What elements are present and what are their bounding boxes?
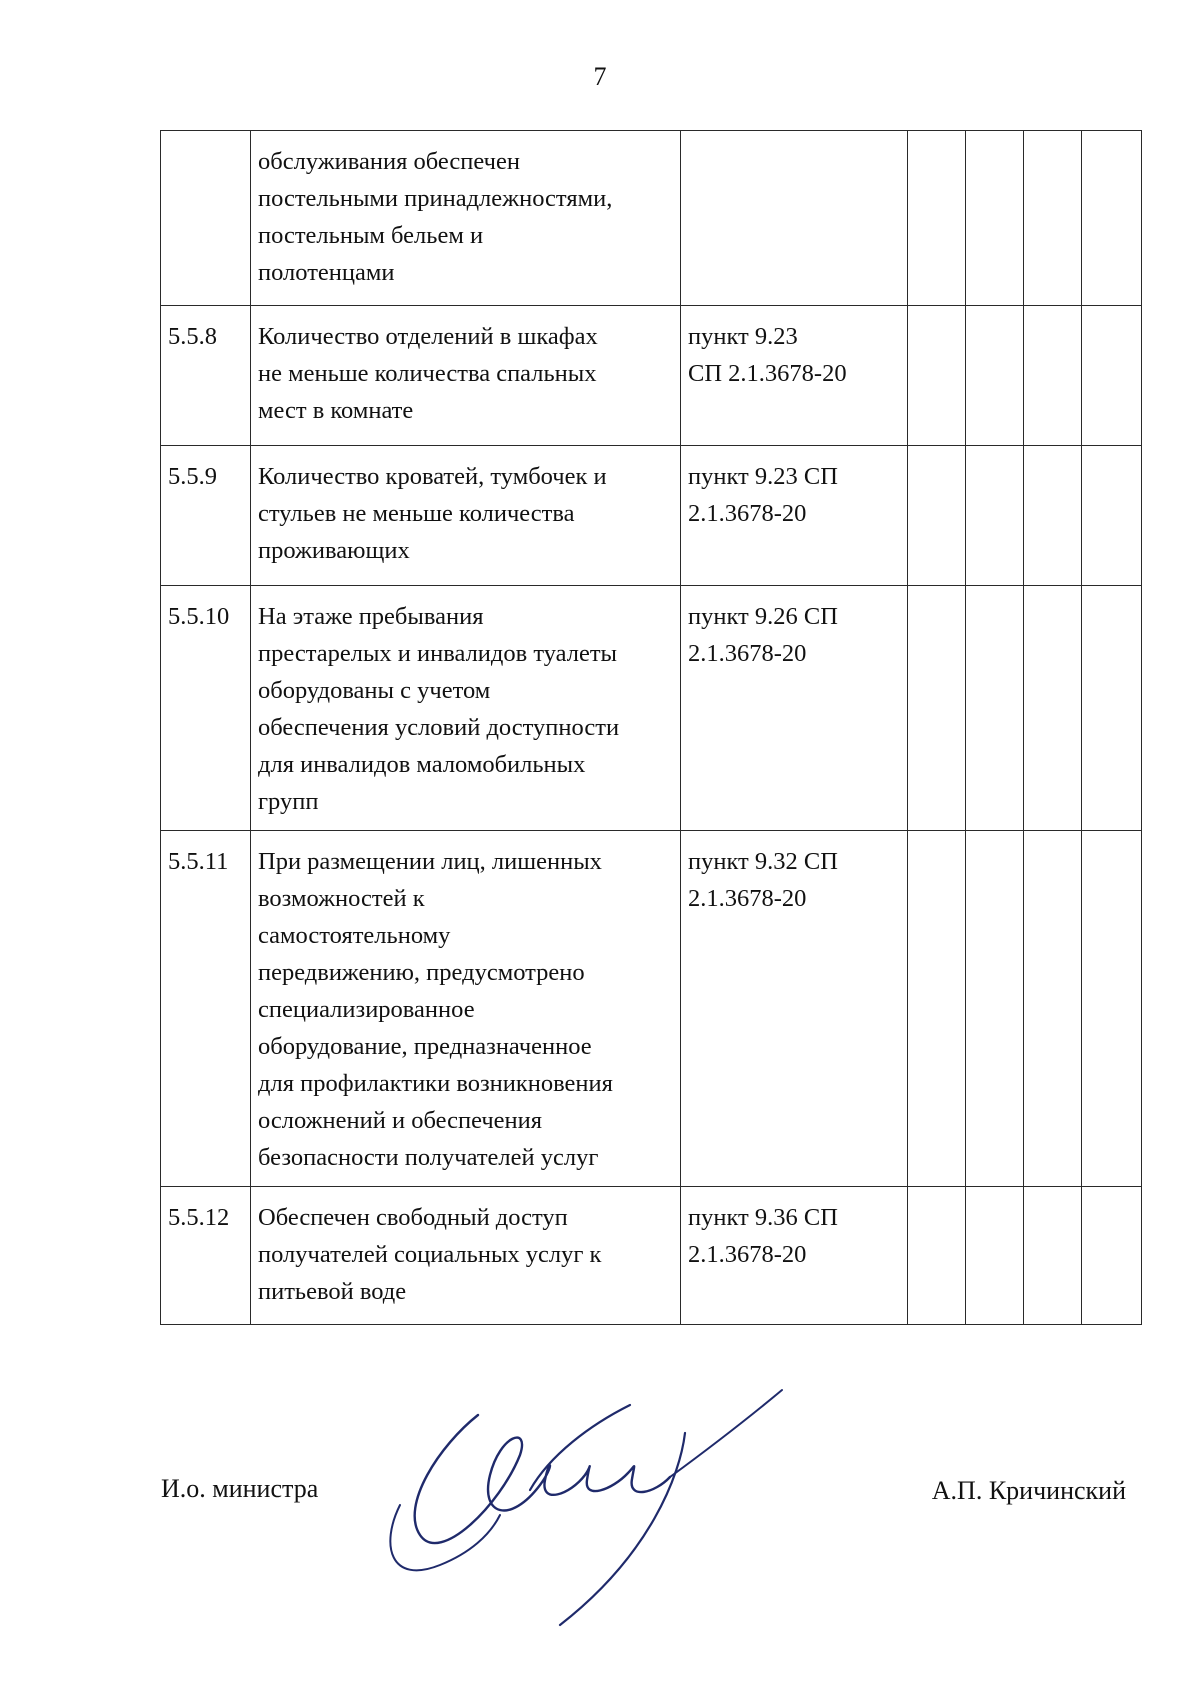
item-number: 5.5.9 [161,446,251,586]
table-row [161,131,1142,306]
requirement-text-line: престарелых и инвалидов туалеты [258,640,617,667]
empty-check-cell [966,586,1024,831]
empty-check-cell [966,306,1024,446]
signatory-position: И.о. министра [161,1474,319,1503]
reference-cell [681,131,908,306]
signature-image [380,1385,860,1685]
empty-check-cell [1024,831,1082,1187]
empty-check-cell [908,1187,966,1325]
item-number: 5.5.10 [161,586,251,831]
requirement-text-line: возможностей к [258,885,425,912]
item-number: 5.5.8 [161,306,251,446]
requirement-cell [251,446,681,586]
reference-text-line: пункт 9.23 [688,323,798,350]
empty-check-cell [1082,306,1142,446]
empty-check-cell [1024,446,1082,586]
requirement-cell [251,131,681,306]
requirement-text-line: осложнений и обеспечения [258,1107,543,1134]
requirement-cell [251,306,681,446]
requirement-text-line: самостоятельному [258,922,451,949]
requirement-text-line: получателей социальных услуг к [258,1241,602,1268]
item-number [161,131,251,306]
empty-check-cell [1024,586,1082,831]
requirement-text-line: для профилактики возникновения [258,1070,613,1097]
item-number: 5.5.12 [161,1187,251,1325]
empty-check-cell [1082,131,1142,306]
table-row [161,586,1142,831]
requirement-text-line: обслуживания обеспечен [258,148,520,175]
requirement-text-line: не меньше количества спальных [258,360,597,387]
reference-text-line: СП 2.1.3678-20 [688,360,847,387]
requirement-text-line: проживающих [258,537,410,564]
requirement-text-line: постельными принадлежностями, [258,185,613,212]
requirement-text-line: специализированное [258,996,475,1023]
table-row [161,306,1142,446]
requirement-text-line: для инвалидов маломобильных [258,751,586,778]
requirement-text-line: оборудование, предназначенное [258,1033,592,1060]
empty-check-cell [908,306,966,446]
requirement-text-line: Количество кроватей, тумбочек и [258,463,607,490]
requirement-text-line: постельным бельем и [258,222,484,249]
reference-text-line: 2.1.3678-20 [688,1241,807,1268]
reference-text-line: пункт 9.26 СП [688,603,838,630]
requirement-text-line: передвижению, предусмотрено [258,959,585,986]
checklist-table [160,130,1142,1325]
empty-check-cell [908,586,966,831]
empty-check-cell [966,131,1024,306]
reference-cell [681,831,908,1187]
reference-text-line: пункт 9.36 СП [688,1204,838,1231]
empty-check-cell [908,131,966,306]
requirement-text-line: При размещении лиц, лишенных [258,848,602,875]
table-row [161,1187,1142,1325]
reference-text-line: пункт 9.23 СП [688,463,838,490]
reference-cell [681,586,908,831]
requirement-cell [251,831,681,1187]
empty-check-cell [1082,831,1142,1187]
reference-cell [681,306,908,446]
requirement-text-line: полотенцами [258,259,395,286]
empty-check-cell [1024,306,1082,446]
requirement-text-line: безопасности получателей услуг [258,1144,599,1171]
requirement-text-line: оборудованы с учетом [258,677,491,704]
table-row [161,831,1142,1187]
table-row [161,446,1142,586]
page-number: 7 [593,62,607,91]
requirement-text-line: групп [258,788,319,815]
empty-check-cell [966,1187,1024,1325]
requirement-text-line: обеспечения условий доступности [258,714,620,741]
requirement-text-line: стульев не меньше количества [258,500,575,527]
empty-check-cell [1024,1187,1082,1325]
reference-cell [681,1187,908,1325]
reference-text-line: пункт 9.32 СП [688,848,838,875]
empty-check-cell [1082,446,1142,586]
requirement-text-line: мест в комнате [258,397,414,424]
requirement-text-line: На этаже пребывания [258,603,484,630]
empty-check-cell [1082,586,1142,831]
reference-cell [681,446,908,586]
requirement-cell [251,1187,681,1325]
signatory-name: А.П. Кричинский [931,1476,1126,1505]
empty-check-cell [908,446,966,586]
requirement-text-line: Количество отделений в шкафах [258,323,598,350]
item-number: 5.5.11 [161,831,251,1187]
empty-check-cell [966,831,1024,1187]
reference-text-line: 2.1.3678-20 [688,500,807,527]
empty-check-cell [1082,1187,1142,1325]
empty-check-cell [908,831,966,1187]
requirement-text-line: Обеспечен свободный доступ [258,1204,568,1231]
requirement-text-line: питьевой воде [258,1278,407,1305]
reference-text-line: 2.1.3678-20 [688,885,807,912]
empty-check-cell [966,446,1024,586]
reference-text-line: 2.1.3678-20 [688,640,807,667]
empty-check-cell [1024,131,1082,306]
requirement-cell [251,586,681,831]
